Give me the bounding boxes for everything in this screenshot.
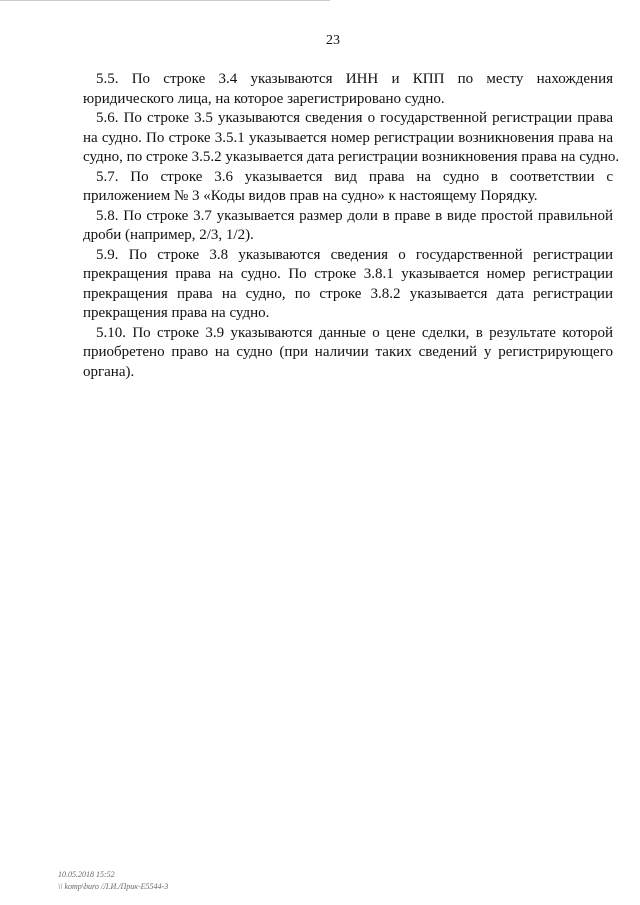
text-line: 5.10. По строке 3.9 указываются данные о цене сделки, в результате которой xyxy=(96,324,613,341)
paragraph xyxy=(83,168,613,207)
text-line: на судно. По строке 3.5.1 указывается номер регистрации возникновения права на xyxy=(83,129,613,146)
footer-date: 10.05.2018 15:52 xyxy=(58,870,115,879)
paragraph xyxy=(83,109,620,168)
footer xyxy=(58,869,168,893)
text-line: 5.8. По строке 3.7 указывается размер доли в праве в виде простой правильной xyxy=(96,207,613,224)
text-line: 5.9. По строке 3.8 указываются сведения о государственной регистрации xyxy=(96,246,613,263)
text-line: приобретено право на судно (при наличии таких сведений у регистрирующего xyxy=(83,344,613,360)
document-body xyxy=(83,70,620,382)
text-line: приложением № 3 «Коды видов прав на судно» к настоящему Порядку. xyxy=(83,188,538,204)
page-number: 23 xyxy=(326,33,340,48)
text-line: 5.5. По строке 3.4 указываются ИНН и КПП по месту нахождения xyxy=(96,71,613,87)
text-line: судно, по строке 3.5.2 указывается дата регистрации возникновения права на судно. xyxy=(83,149,620,165)
text-line: прекращения права на судно, по строке 3.8.2 указывается дата регистрации xyxy=(83,285,613,302)
scan-edge-line xyxy=(0,0,330,1)
text-line: 5.7. По строке 3.6 указывается вид права на судно в соответствии с xyxy=(96,168,613,185)
paragraph xyxy=(83,207,613,246)
paragraph xyxy=(83,324,613,383)
paragraph xyxy=(83,70,613,109)
text-line: юридического лица, на которое зарегистрировано судно. xyxy=(83,90,445,107)
text-line: органа). xyxy=(83,363,135,380)
text-line: дроби (например, 2/3, 1/2). xyxy=(83,227,254,243)
text-line: прекращения права на судно. По строке 3.8.1 указывается номер регистрации xyxy=(83,266,613,282)
paragraph xyxy=(83,246,613,324)
footer-file-path: \\ komp\buro /Л.И./Прик-E5544-3 xyxy=(58,882,169,891)
text-line: 5.6. По строке 3.5 указываются сведения о государственной регистрации права xyxy=(96,110,613,126)
text-line: прекращения права на судно. xyxy=(83,305,270,321)
